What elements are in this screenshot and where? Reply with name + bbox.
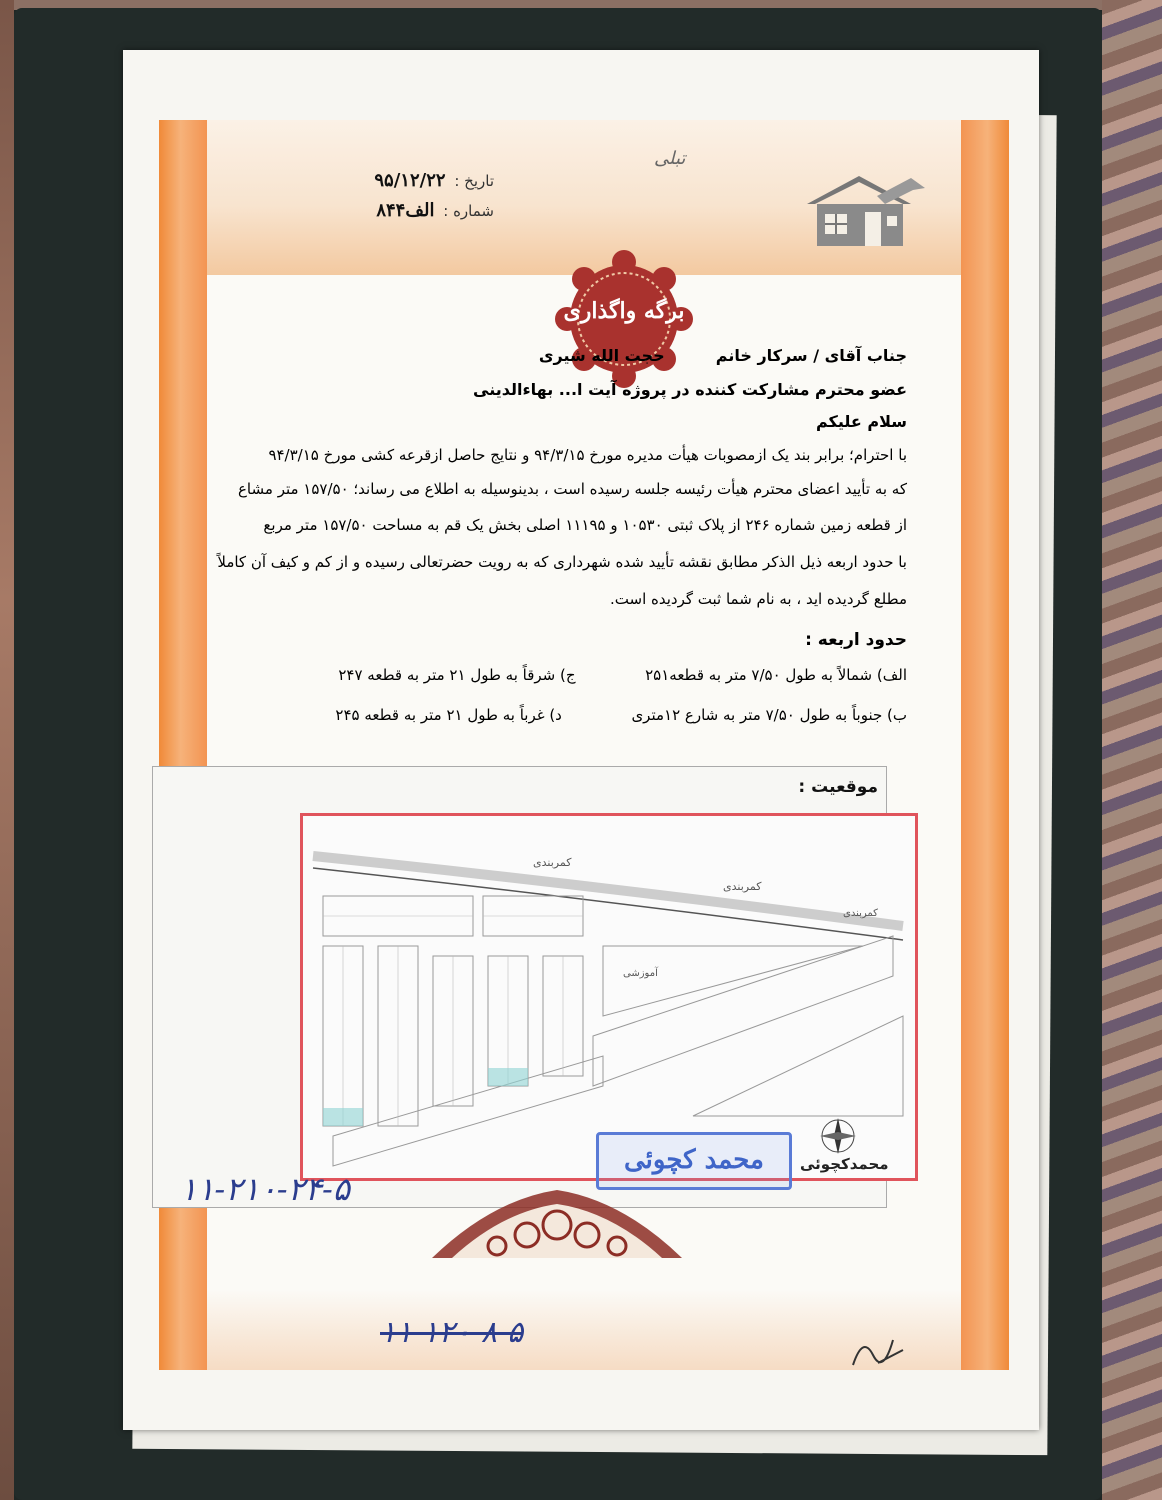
date-label: تاریخ : — [454, 172, 494, 190]
date-field — [304, 170, 494, 191]
boundary-north: الف) شمالاً به طول ۷/۵۰ متر به قطعه۲۵۱ — [645, 666, 907, 684]
signature-name: محمدکچوئی — [800, 1155, 889, 1173]
boundary-row-1 — [338, 666, 907, 684]
map-label-education: آموزشی — [623, 968, 658, 979]
site-plan-drawing — [303, 816, 909, 1172]
boundaries-title: حدود اربعه : — [805, 630, 907, 650]
body-line-3: از قطعه زمین شماره ۲۴۶ از پلاک ثبتی ۱۰۵۳۰ و ۱۱۱۹۵ اصلی بخش یک قم به مساحت ۱۵۷/۵۰ متر مربع — [263, 516, 907, 534]
number-value: الف۸۴۴ — [376, 200, 435, 221]
boundary-west: د) غرباً به طول ۲۱ متر به قطعه ۲۴۵ — [335, 706, 562, 724]
map-label-ring-road-3: کمربندی — [843, 908, 878, 919]
map-label-ring-road-2: کمربندی — [723, 880, 762, 893]
house-logo-icon — [807, 176, 925, 248]
body-line-5: مطلع گردیده اید ، به نام شما ثبت گردیده است. — [610, 590, 907, 608]
carpet-background-right — [1102, 0, 1162, 1500]
boundary-south: ب) جنوباً به طول ۷/۵۰ متر به شارع ۱۲متری — [631, 706, 907, 724]
carpet-background-left — [0, 0, 14, 1500]
number-field — [304, 200, 494, 221]
site-plan-map — [300, 813, 918, 1181]
body-line-1: با احترام؛ برابر بند یک ازمصوبات هیأت مدیره مورخ ۹۴/۳/۱۵ و نتایج حاصل ازقرعه کشی مورخ ۹۴/۳/۱۵ — [268, 446, 907, 464]
pen-signature-icon — [848, 1325, 908, 1375]
boundary-east: ج) شرقاً به طول ۲۱ متر به قطعه ۲۴۷ — [338, 666, 576, 684]
orange-border-right — [961, 120, 1009, 1370]
seal-title: برگه واگذاری — [563, 298, 685, 324]
salutation: جناب آقای / سرکار خانم — [715, 346, 907, 365]
handwritten-number-2: ۱۱-۱۲۰-۸-۵ — [380, 1315, 524, 1350]
map-label-ring-road-1: کمربندی — [533, 856, 572, 869]
body-line-4: با حدود اربعه ذیل الذکر مطابق نقشه تأیید شده شهرداری که به رویت حضرتعالی رسیده و از کم و کیف آن کاملاً — [217, 553, 907, 571]
member-line: عضو محترم مشارکت کننده در پروژه آیت ا... بهاءالدینی — [473, 380, 907, 399]
official-stamp: محمد کچوئی — [596, 1132, 792, 1190]
recipient-name: حجت الله شیری — [538, 346, 665, 365]
greeting: سلام علیکم — [815, 412, 907, 431]
number-label: شماره : — [443, 202, 494, 220]
body-line-2: که به تأیید اعضای محترم هیأت رئیسه جلسه رسیده است ، بدینوسیله به اطلاع می رساند؛ ۱۵۷/۵۰ متر مشاع — [237, 480, 907, 498]
location-title: موقعیت : — [798, 777, 878, 797]
boundary-row-2 — [335, 706, 907, 724]
handwritten-number-1: ۱۱-۲۱۰-۲۴-۵ — [180, 1170, 350, 1208]
date-value: ۹۵/۱۲/۲۲ — [374, 170, 446, 191]
compass-rose-icon — [820, 1118, 856, 1154]
floral-ornament-icon — [432, 1180, 682, 1260]
top-script: تبلی — [654, 148, 686, 169]
salutation-line — [539, 346, 907, 365]
